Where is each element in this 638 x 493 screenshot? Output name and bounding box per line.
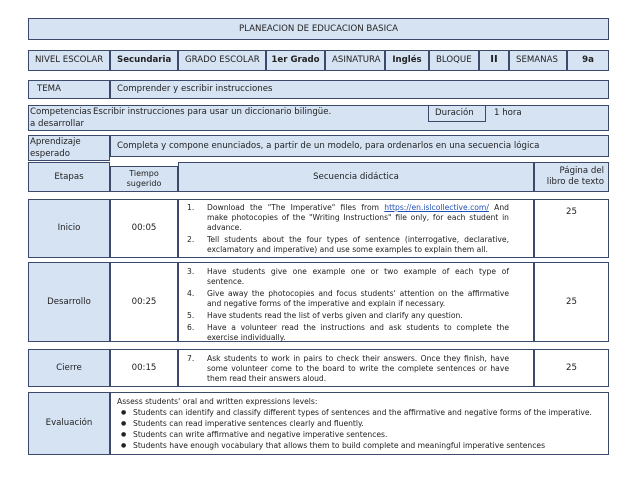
nivel-escolar-value: Secundaria [110,50,178,71]
bloque-value: II [479,50,509,71]
desarrollo-etapa: Desarrollo [28,262,110,342]
competencias-label-line1: Competencias [30,107,92,117]
evaluacion-bullet: ● Students can identify and classify different types of sentences and the affirmative and negative forms of the imperative. [117,407,602,418]
evaluacion-intro: Assess students' oral and written expressions levels: [117,397,318,406]
asignatura-value: Inglés [385,50,429,71]
pagina-header: Página del libro de texto [534,162,609,192]
duracion-value: 1 hora [494,108,522,118]
cierre-etapa: Cierre [28,349,110,387]
bloque-label: BLOQUE [429,50,479,71]
evaluacion-bullet: ● Students can read imperative sentences clearly and fluently. [117,418,602,429]
aprendizaje-label-line1: Aprendizaje [30,137,81,147]
desarrollo-item-4: 4. Give away the photocopies and focus students' attention on the affirmative and negative forms of the imperative and explain if necessary. [187,289,509,309]
semanas-label: SEMANAS [509,50,567,71]
desarrollo-item-3: 3. Have students give one example one or two example of each type of sentence. [187,267,509,287]
cierre-item-7: 7. Ask students to work in pairs to check their answers. Once they finish, have some volunteer come to the board to write the complete sentences or have them read their answers aloud. [187,354,509,384]
tiempo-header: Tiempo sugerido [110,166,178,192]
grado-escolar-value: 1er Grado [266,50,325,71]
desarrollo-secuencia [178,262,534,342]
evaluacion-content [110,392,609,455]
inicio-secuencia [178,199,534,258]
islcollective-link[interactable]: https://en.islcollective.com/ [384,203,489,212]
evaluacion-bullet: ● Students can write affirmative and negative imperative sentences. [117,429,602,440]
inicio-item-2: 2. Tell students about the four types of sentence (interrogative, declarative, exclamatory and imperative) and use some examples to explain them all. [187,235,509,255]
secuencia-header: Secuencia didáctica [178,162,534,192]
inicio-tiempo: 00:05 [110,199,178,258]
nivel-escolar-label: NIVEL ESCOLAR [28,50,110,71]
duracion-label: Duración [428,106,486,122]
tema-label: TEMA [28,80,110,99]
desarrollo-tiempo: 00:25 [110,262,178,342]
cierre-pagina: 25 [534,349,609,387]
inicio-etapa: Inicio [28,199,110,258]
inicio-item-1: 1. Download the "The Imperative" files from https://en.islcollective.com/ And make photocopies of the "Writing Instructions" file only, for each student in advance. [187,203,509,233]
desarrollo-item-6: 6. Have a volunteer read the instructions and ask students to complete the exercise individually. [187,323,509,343]
grado-escolar-label: GRADO ESCOLAR [178,50,266,71]
competencias-label-line2: a desarrollar [30,119,85,129]
desarrollo-pagina: 25 [534,262,609,342]
aprendizaje-value: Completa y compone enunciados, a partir de un modelo, para ordenarlos en una secuencia lógica [110,135,609,157]
competencias-value: Escribir instrucciones para usar un diccionario bilingüe. [93,107,332,117]
cierre-tiempo: 00:15 [110,349,178,387]
aprendizaje-label-line2: esperado [30,149,71,159]
evaluacion-bullet: ● Students have enough vocabulary that allows them to build complete and meaningful imperative sentences [117,440,602,451]
asignatura-label: ASINATURA [325,50,385,71]
tema-value: Comprender y escribir instrucciones [110,80,609,99]
page-title: PLANEACION DE EDUCACION BASICA [28,18,609,40]
desarrollo-item-5: 5. Have students read the list of verbs given and clarify any question. [187,311,463,321]
cierre-secuencia [178,349,534,387]
inicio-pagina: 25 [534,199,609,258]
evaluacion-etapa: Evaluación [28,392,110,455]
semanas-value: 9a [567,50,609,71]
etapas-header: Etapas [28,162,110,192]
